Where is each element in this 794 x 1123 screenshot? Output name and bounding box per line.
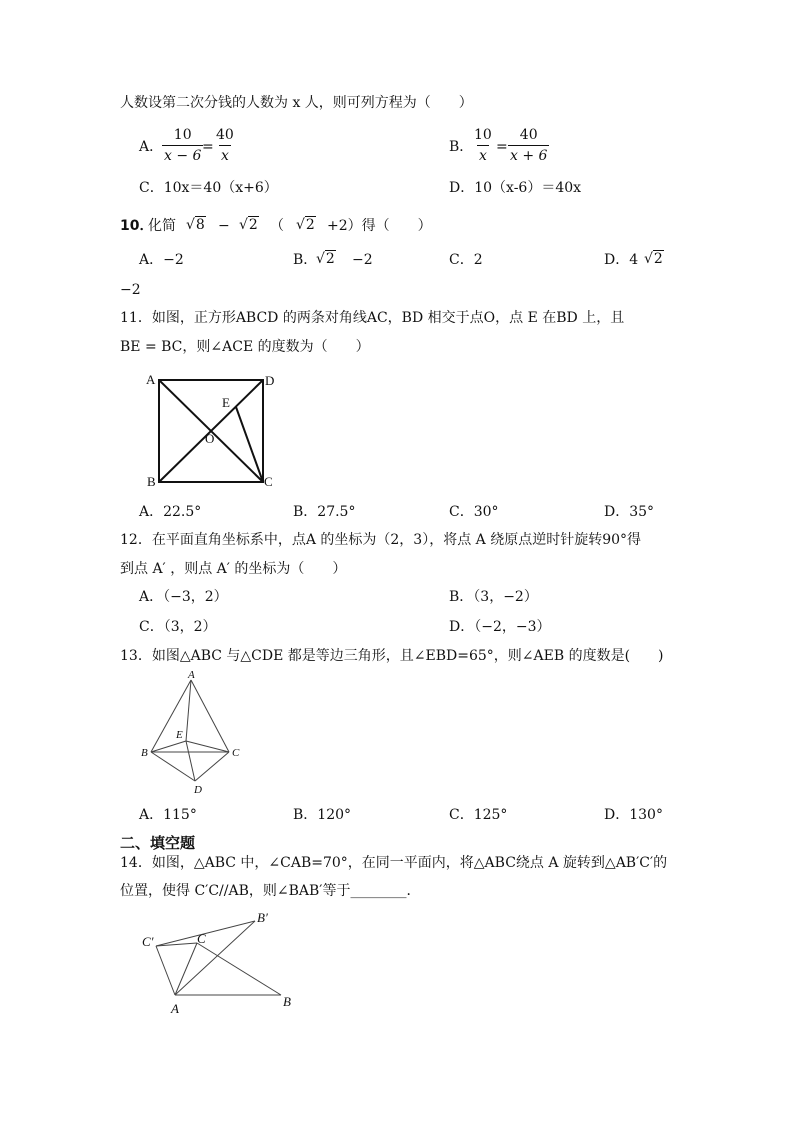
q13-label-e: E (176, 729, 183, 741)
q13-label-b: B (141, 747, 148, 759)
q10-rad2-value: 2 (248, 217, 258, 233)
q11-label-a: A (146, 372, 156, 387)
q14-label-b-prime: B′ (257, 910, 268, 925)
q14-edge-ac2 (156, 946, 175, 995)
q10-radical-3: √2 (296, 217, 315, 233)
q9-a-prefix: A． (139, 139, 164, 155)
q12-option-d[interactable]: D．（−2，−3） (449, 619, 551, 635)
q10-b-prefix: B． (293, 252, 318, 268)
q10-b-suffix: −2 (352, 252, 373, 268)
q12-line2: 到点 A′ ，则点 A′ 的坐标为（ ） (120, 561, 347, 577)
q14-line2: 位置，使得 C′C//AB，则∠BAB′等于________． (120, 883, 421, 899)
q14-label-a: A (171, 1001, 179, 1016)
q11-segment-ce (236, 407, 263, 482)
q14-figure (135, 905, 305, 1017)
q14-edge-ab2 (175, 921, 255, 995)
q9-a-den2: x (219, 145, 231, 164)
q9-b-prefix: B． (449, 139, 474, 155)
q9-b-frac1 (472, 127, 494, 164)
q10-rad3-value: 2 (305, 217, 315, 233)
q10-d-prefix: D．4 (604, 252, 639, 268)
q14-label-c-prime: C′ (142, 934, 154, 949)
q14-label-b: B (283, 994, 291, 1009)
q13-edge-ed (186, 741, 195, 781)
q9-b-num1: 10 (474, 127, 492, 143)
q12-line1: 12．在平面直角坐标系中，点A 的坐标为（2，3），将点 A 绕原点逆时针旋转90°得 (120, 532, 642, 548)
q10-plus2: +2）得（ ） (327, 218, 432, 234)
q10-minus: − (218, 218, 230, 234)
q11-option-a[interactable]: A．22.5° (139, 504, 202, 520)
q14-label-c: C (197, 931, 206, 946)
q10-d-radical: √2 (644, 251, 663, 267)
q10-rad1-value: 8 (195, 217, 205, 233)
q10-b-rad-value: 2 (325, 251, 335, 267)
q10-text1: 化简 (148, 218, 176, 234)
q12-option-c[interactable]: C．（3，2） (139, 619, 217, 635)
q9-b-frac2 (508, 127, 549, 164)
q10-d-wrap: −2 (120, 282, 141, 298)
q9-option-d[interactable]: D．10（x-6）＝40x (449, 180, 582, 196)
q13-edge-ce (186, 741, 229, 752)
q10-b-radical: √2 (316, 251, 335, 267)
q13-edge-ae (186, 680, 191, 741)
q11-label-e: E (222, 395, 230, 410)
q9-a-num1: 10 (173, 127, 192, 143)
q9-stem: 人数设第二次分钱的人数为 x 人，则可列方程为（ ） (120, 95, 473, 111)
q13-figure (135, 668, 250, 798)
q14-edge-ac (175, 943, 197, 995)
q13-option-a[interactable]: A．115° (139, 807, 197, 823)
q9-b-den1: x (477, 145, 489, 164)
q11-line2: BE = BC，则∠ACE 的度数为（ ） (120, 339, 370, 355)
q13-edge-cd (195, 752, 229, 781)
q10-paren-open: （ (270, 218, 284, 234)
q11-option-c[interactable]: C．30° (449, 504, 499, 520)
q10-number: 10． (120, 218, 154, 234)
q9-b-num2: 40 (519, 127, 538, 143)
q9-a-frac2 (214, 127, 236, 164)
q9-a-den1: x − 6 (162, 145, 203, 164)
q9-a-num2: 40 (216, 127, 234, 143)
q13-label-a: A (188, 669, 195, 681)
q13-edge-ac (191, 680, 229, 752)
q9-a-frac1 (162, 127, 203, 164)
q13-edge-bd (151, 752, 195, 781)
q9-b-eq: = (496, 139, 508, 155)
q11-option-d[interactable]: D．35° (604, 504, 655, 520)
q9-a-eq: = (202, 139, 214, 155)
q10-radical-1: √8 (186, 217, 205, 233)
section-title: 二、填空题 (120, 834, 196, 852)
q14-edge-cb (197, 943, 281, 995)
q9-option-c[interactable]: C．10x＝40（x+6） (139, 180, 278, 196)
q11-figure (140, 368, 290, 493)
q12-option-b[interactable]: B．（3，−2） (449, 589, 538, 605)
q13-option-b[interactable]: B．120° (293, 807, 352, 823)
q10-option-a[interactable]: A．−2 (139, 252, 184, 268)
q11-label-b: B (147, 474, 156, 489)
q11-option-b[interactable]: B．27.5° (293, 504, 356, 520)
q13-option-c[interactable]: C．125° (449, 807, 508, 823)
q11-label-o: O (205, 431, 215, 446)
q13-label-d: D (194, 784, 202, 796)
q11-label-d: D (265, 373, 275, 388)
q13-line1: 13．如图△ABC 与△CDE 都是等边三角形，且∠EBD=65°，则∠AEB 的度数是( ) (120, 648, 664, 664)
q13-option-d[interactable]: D．130° (604, 807, 663, 823)
q13-label-c: C (232, 747, 240, 759)
q12-option-a[interactable]: A．（−3，2） (139, 589, 228, 605)
q11-label-c: C (264, 474, 273, 489)
q14-line1: 14．如图，△ABC 中，∠CAB=70°，在同一平面内，将△ABC绕点 A 旋转到△AB′C′的 (120, 855, 668, 871)
q10-option-c[interactable]: C．2 (449, 252, 483, 268)
q10-d-rad-value: 2 (653, 251, 663, 267)
q9-b-den2: x + 6 (508, 145, 549, 164)
q10-radical-2: √2 (239, 217, 258, 233)
q11-line1: 11．如图，正方形ABCD 的两条对角线AC，BD 相交于点O，点 E 在BD 上，且 (120, 310, 625, 326)
